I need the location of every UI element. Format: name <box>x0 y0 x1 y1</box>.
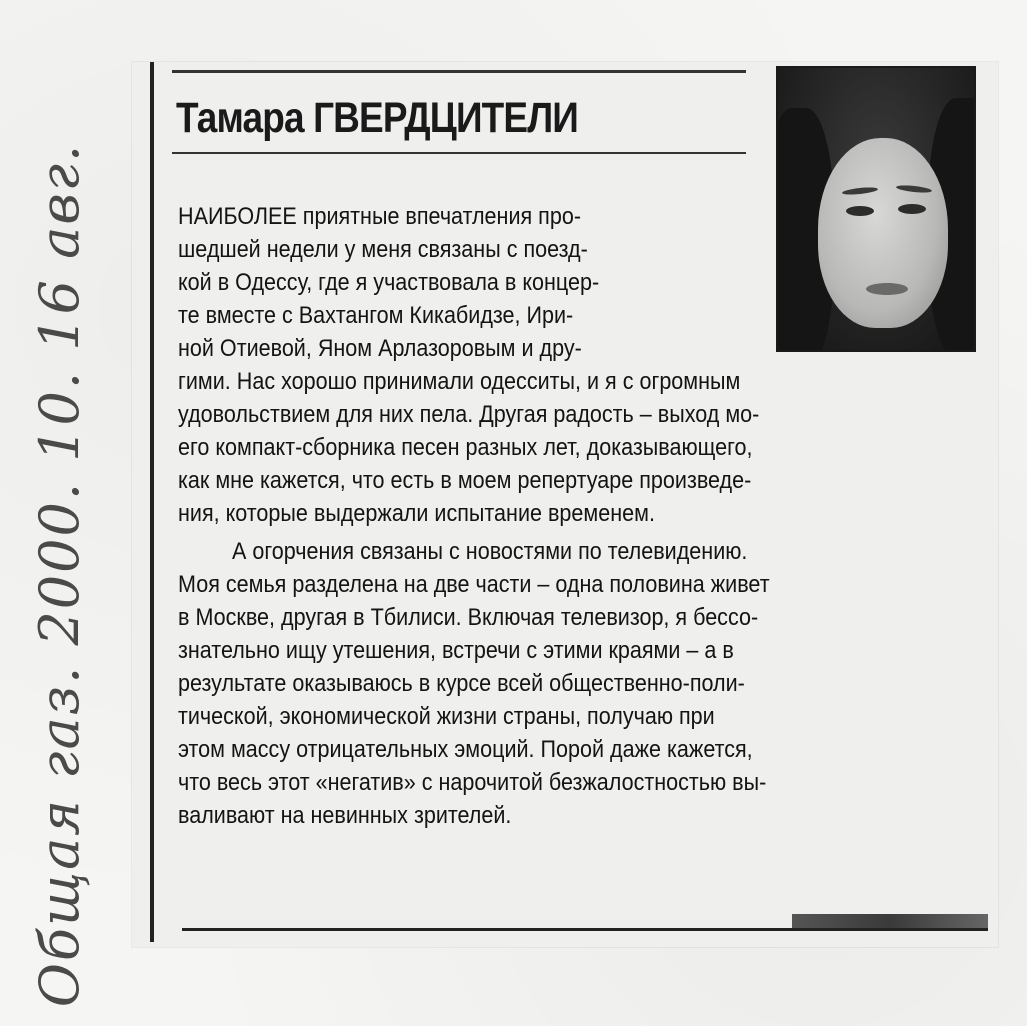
adjacent-article-edge <box>792 914 988 928</box>
paragraph-line: этом массу отрицательных эмоций. Порой даже кажется, <box>178 736 753 763</box>
paragraph-line: результате оказываюсь в курсе всей общественно-поли- <box>178 670 745 697</box>
handwritten-note-line1: Общая газ. 2000. 10. 16 авг. <box>28 142 91 1008</box>
paragraph-line: кой в Одессу, где я участвовала в концер- <box>178 269 600 296</box>
photo-face <box>818 138 948 328</box>
paragraph-line: ной Отиевой, Яном Арлазоровым и дру- <box>178 335 582 362</box>
paragraph-line: ния, которые выдержали испытание временем. <box>178 500 655 527</box>
paragraph-line: в Москве, другая в Тбилиси. Включая телевизор, я бессо- <box>178 604 759 631</box>
column-rule-left <box>150 62 154 942</box>
header-rule-bottom <box>172 152 746 154</box>
paragraph-line: те вместе с Вахтангом Кикабидзе, Ири- <box>178 302 574 329</box>
photo-eye-left <box>846 206 874 216</box>
paragraph-line: знательно ищу утешения, встречи с этими краями – а в <box>178 637 734 664</box>
paragraph-line: гими. Нас хорошо принимали одесситы, и я с огромным <box>178 368 741 395</box>
paragraph-line: НАИБОЛЕЕ приятные впечатления про- <box>178 203 581 230</box>
header-rule-top <box>172 70 746 73</box>
paragraph-line: что весь этот «негатив» с нарочитой безжалостностью вы- <box>178 769 767 796</box>
paragraph-line: валивают на невинных зрителей. <box>178 802 512 829</box>
footer-rule <box>182 928 988 931</box>
portrait-photo <box>776 66 976 352</box>
paragraph-line: А огорчения связаны с новостями по телевидению. <box>232 538 748 565</box>
article-title: Тамара ГВЕРДЦИТЕЛИ <box>176 94 579 142</box>
paragraph-line: его компакт-сборника песен разных лет, доказывающего, <box>178 434 753 461</box>
paragraph-line: как мне кажется, что есть в моем репертуаре произведе- <box>178 467 752 494</box>
paragraph-line: удовольствием для них пела. Другая радость – выход мо- <box>178 401 760 428</box>
paragraph-line: шедшей недели у меня связаны с поезд- <box>178 236 588 263</box>
photo-lips <box>866 283 908 295</box>
paragraph-line: тической, экономической жизни страны, получаю при <box>178 703 715 730</box>
paragraph-line: Моя семья разделена на две части – одна половина живет <box>178 571 770 598</box>
photo-eye-right <box>898 204 926 214</box>
